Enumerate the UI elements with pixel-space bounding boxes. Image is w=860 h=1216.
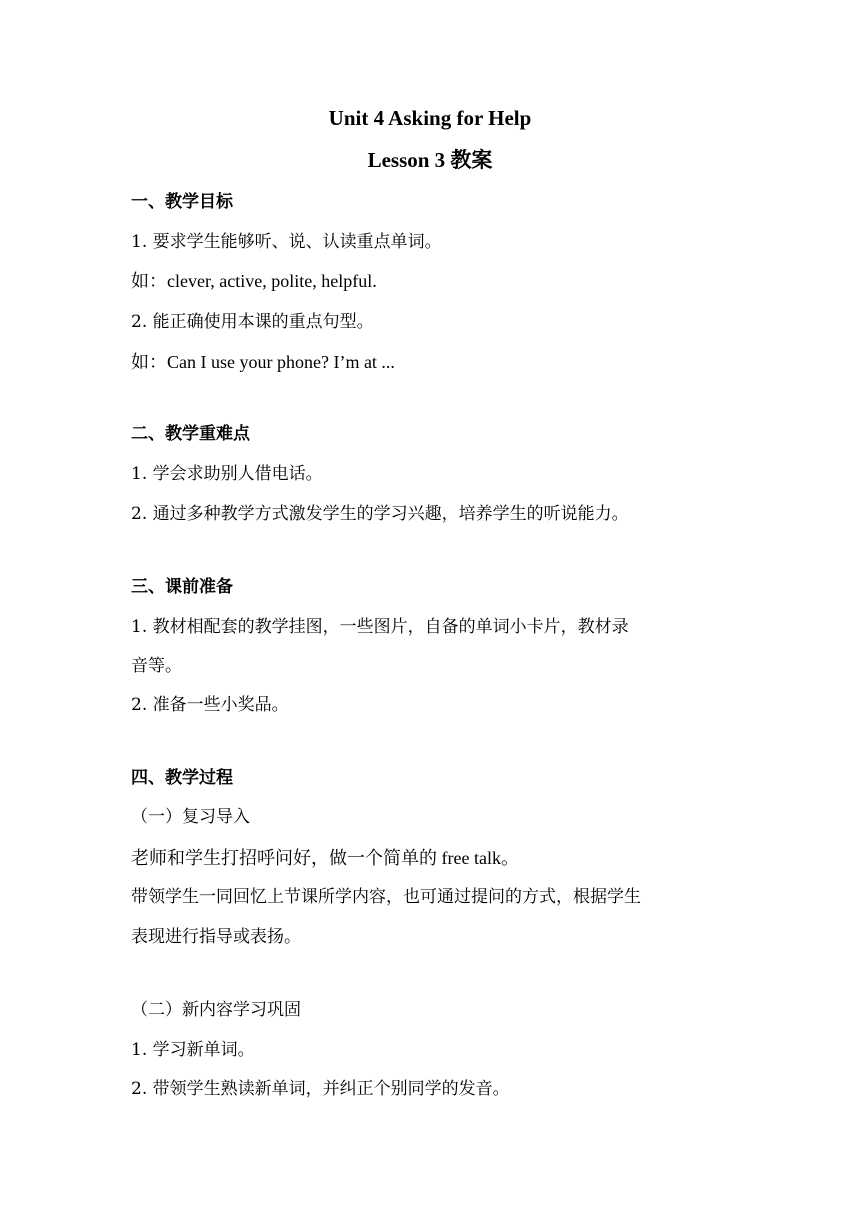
process-line-4: 1. 学习新单词。 [131, 1040, 255, 1060]
section-heading-objectives: 一、教学目标 [131, 192, 233, 212]
document-title: Unit 4 Asking for Help [328, 106, 532, 130]
section-heading-process: 四、教学过程 [131, 768, 233, 788]
objectives-line-1: 1. 要求学生能够听、说、认读重点单词。 [131, 232, 442, 252]
section-heading-key-points: 二、教学重难点 [131, 424, 250, 444]
process-line-1: 老师和学生打招呼问好，做一个简单的 free talk。 [131, 848, 519, 868]
process-subheading-new-content: （二）新内容学习巩固 [131, 1000, 301, 1020]
preparation-line-3: 2. 准备一些小奖品。 [131, 695, 289, 715]
preparation-line-1: 1. 教材相配套的教学挂图，一些图片，自备的单词小卡片，教材录 [131, 617, 629, 637]
preparation-line-2: 音等。 [131, 656, 182, 676]
process-line-3: 表现进行指导或表扬。 [131, 927, 301, 947]
objectives-line-2: 如：clever, active, polite, helpful. [131, 271, 377, 291]
process-line-5: 2. 带领学生熟读新单词，并纠正个别同学的发音。 [131, 1079, 510, 1099]
process-line-2: 带领学生一同回忆上节课所学内容，也可通过提问的方式，根据学生 [131, 887, 641, 907]
document-subtitle: Lesson 3 教案 [367, 148, 493, 172]
key-points-line-1: 1. 学会求助别人借电话。 [131, 464, 323, 484]
process-subheading-review: （一）复习导入 [131, 807, 250, 827]
section-heading-preparation: 三、课前准备 [131, 577, 233, 597]
objectives-line-4: 如：Can I use your phone? I’m at ... [131, 352, 395, 372]
key-points-line-2: 2. 通过多种教学方式激发学生的学习兴趣，培养学生的听说能力。 [131, 504, 629, 524]
objectives-line-3: 2. 能正确使用本课的重点句型。 [131, 312, 374, 332]
